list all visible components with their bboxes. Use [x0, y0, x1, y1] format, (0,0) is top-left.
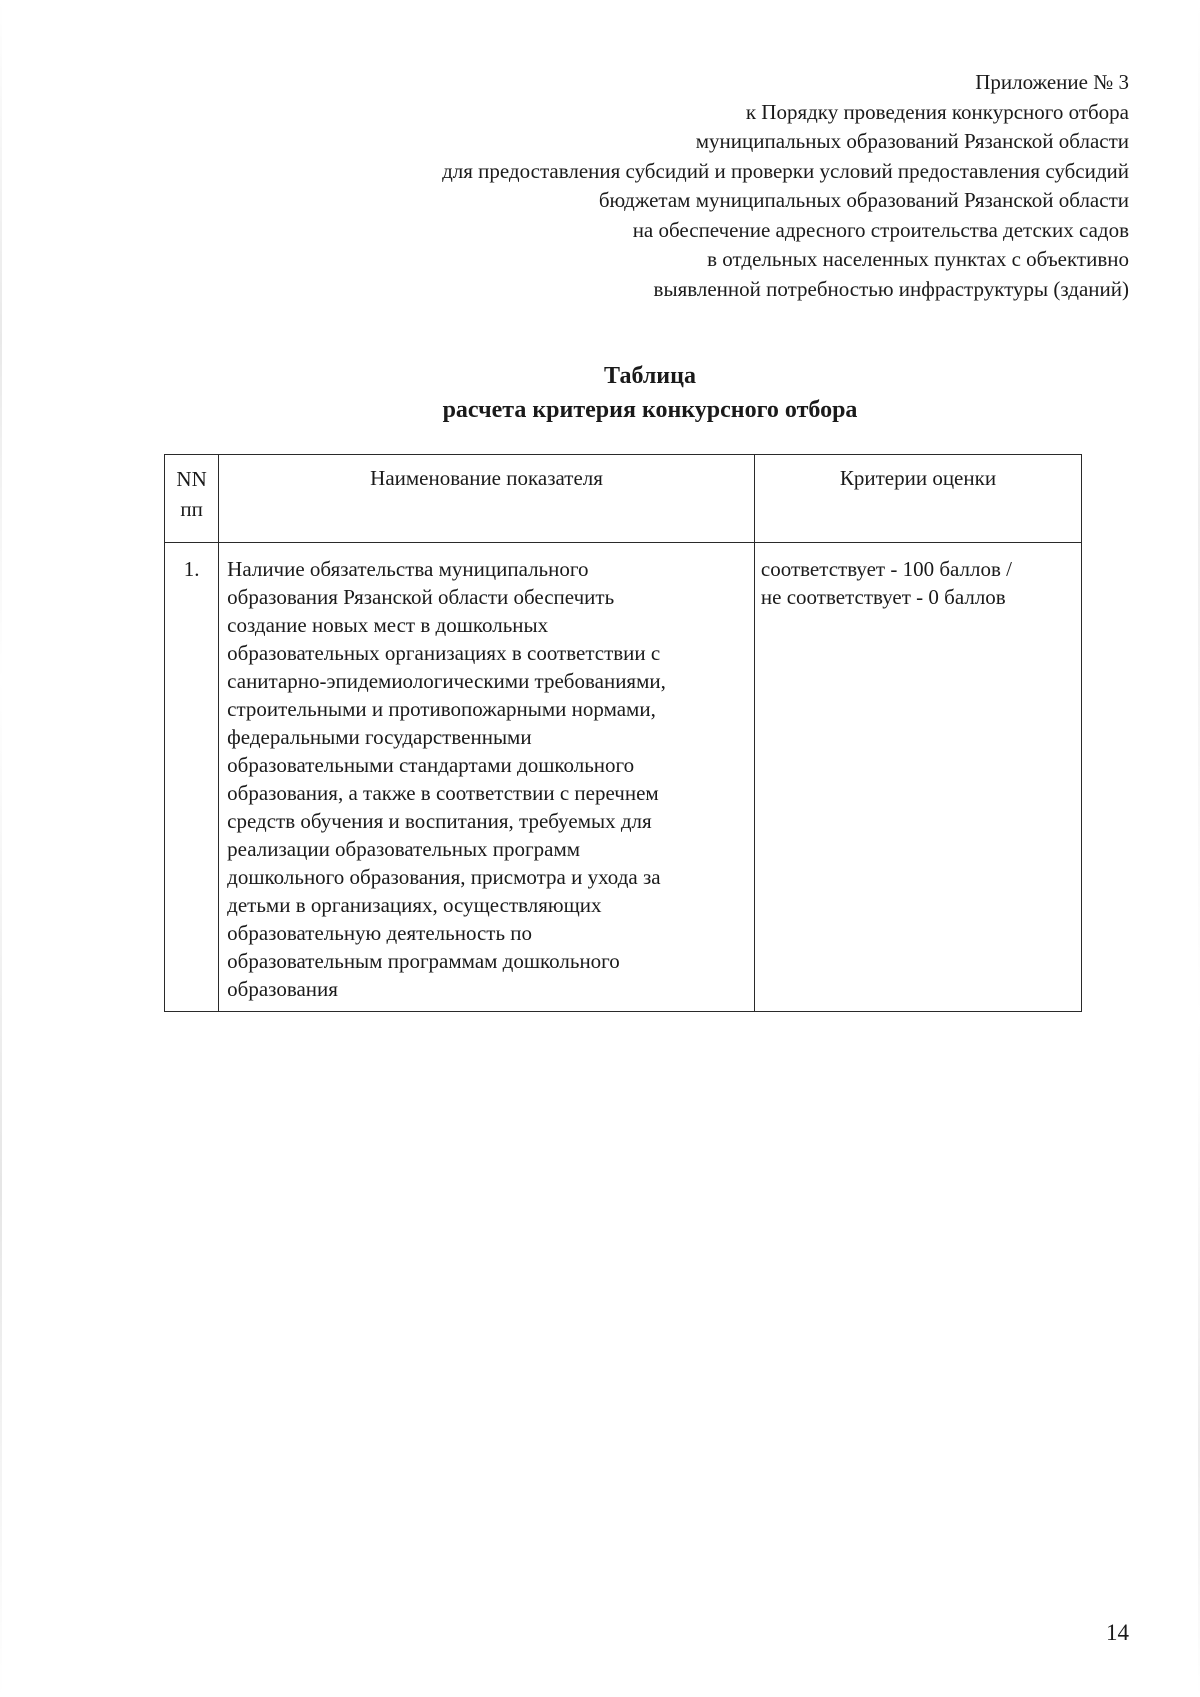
page-number: 14	[1106, 1620, 1129, 1645]
indicator-text-line: строительными и противопожарными нормами,	[227, 697, 656, 721]
indicator-text-line: образования, а также в соответствии с перечнем	[227, 781, 659, 805]
table-title	[0, 359, 1200, 427]
indicator-text-line: образовательными стандартами дошкольного	[227, 753, 635, 777]
indicator-text-line: образовательным программам дошкольного	[227, 949, 620, 973]
appendix-header-line: бюджетам муниципальных образований Рязанской области	[598, 188, 1129, 212]
header-number-line-2: пп	[180, 497, 203, 521]
header-number-line-1: NN	[176, 467, 207, 491]
indicator-text-line: образования	[227, 977, 338, 1001]
indicator-text-line: создание новых мест в дошкольных	[227, 613, 549, 637]
appendix-header-line: на обеспечение адресного строительства детских садов	[632, 217, 1129, 242]
indicator-text-line: Наличие обязательства муниципального	[227, 557, 589, 581]
criteria-text-line: соответствует - 100 баллов /	[760, 557, 1012, 581]
row-indicator-cell	[219, 543, 755, 1012]
indicator-text-line: реализации образовательных программ	[227, 837, 581, 861]
header-cell-indicator-name: Наименование показателя	[219, 455, 755, 543]
appendix-header-line: для предоставления субсидий и проверки условий предоставления субсидий	[442, 158, 1129, 183]
appendix-header-line: муниципальных образований Рязанской области	[695, 129, 1129, 153]
criteria-text-line: не соответствует - 0 баллов	[760, 585, 1006, 609]
indicator-text-line: образования Рязанской области обеспечить	[227, 585, 615, 609]
row-criteria-cell	[754, 543, 1081, 1012]
scan-edge-left	[0, 0, 2, 1697]
appendix-header-line: в отдельных населенных пунктах с объективно	[707, 247, 1129, 271]
table-row	[165, 543, 1082, 1012]
header-cell-number	[165, 455, 219, 543]
appendix-header	[229, 68, 1129, 304]
table-title-line-1: Таблица	[604, 363, 696, 389]
indicator-text-line: дошкольного образования, присмотра и ухода за	[227, 865, 661, 889]
appendix-header-line: выявленной потребностью инфраструктуры (зданий)	[653, 276, 1129, 301]
indicator-text-line: санитарно-эпидемиологическими требованиями,	[227, 669, 666, 693]
criteria-table	[164, 454, 1082, 1012]
indicator-text-line: детьми в организациях, осуществляющих	[227, 893, 602, 917]
indicator-text-line: федеральными государственными	[227, 725, 532, 749]
table-title-line-2: расчета критерия конкурсного отбора	[442, 397, 858, 423]
table-header-row	[165, 455, 1082, 543]
indicator-text-line: средств обучения и воспитания, требуемых для	[227, 809, 652, 833]
indicator-text-line: образовательную деятельность по	[227, 921, 533, 945]
appendix-header-line: к Порядку проведения конкурсного отбора	[745, 99, 1129, 124]
row-number-cell: 1.	[165, 543, 219, 1012]
indicator-text-line: образовательных организациях в соответствии с	[227, 641, 661, 665]
header-cell-criteria: Критерии оценки	[754, 455, 1081, 543]
appendix-header-line: Приложение № 3	[975, 70, 1129, 94]
